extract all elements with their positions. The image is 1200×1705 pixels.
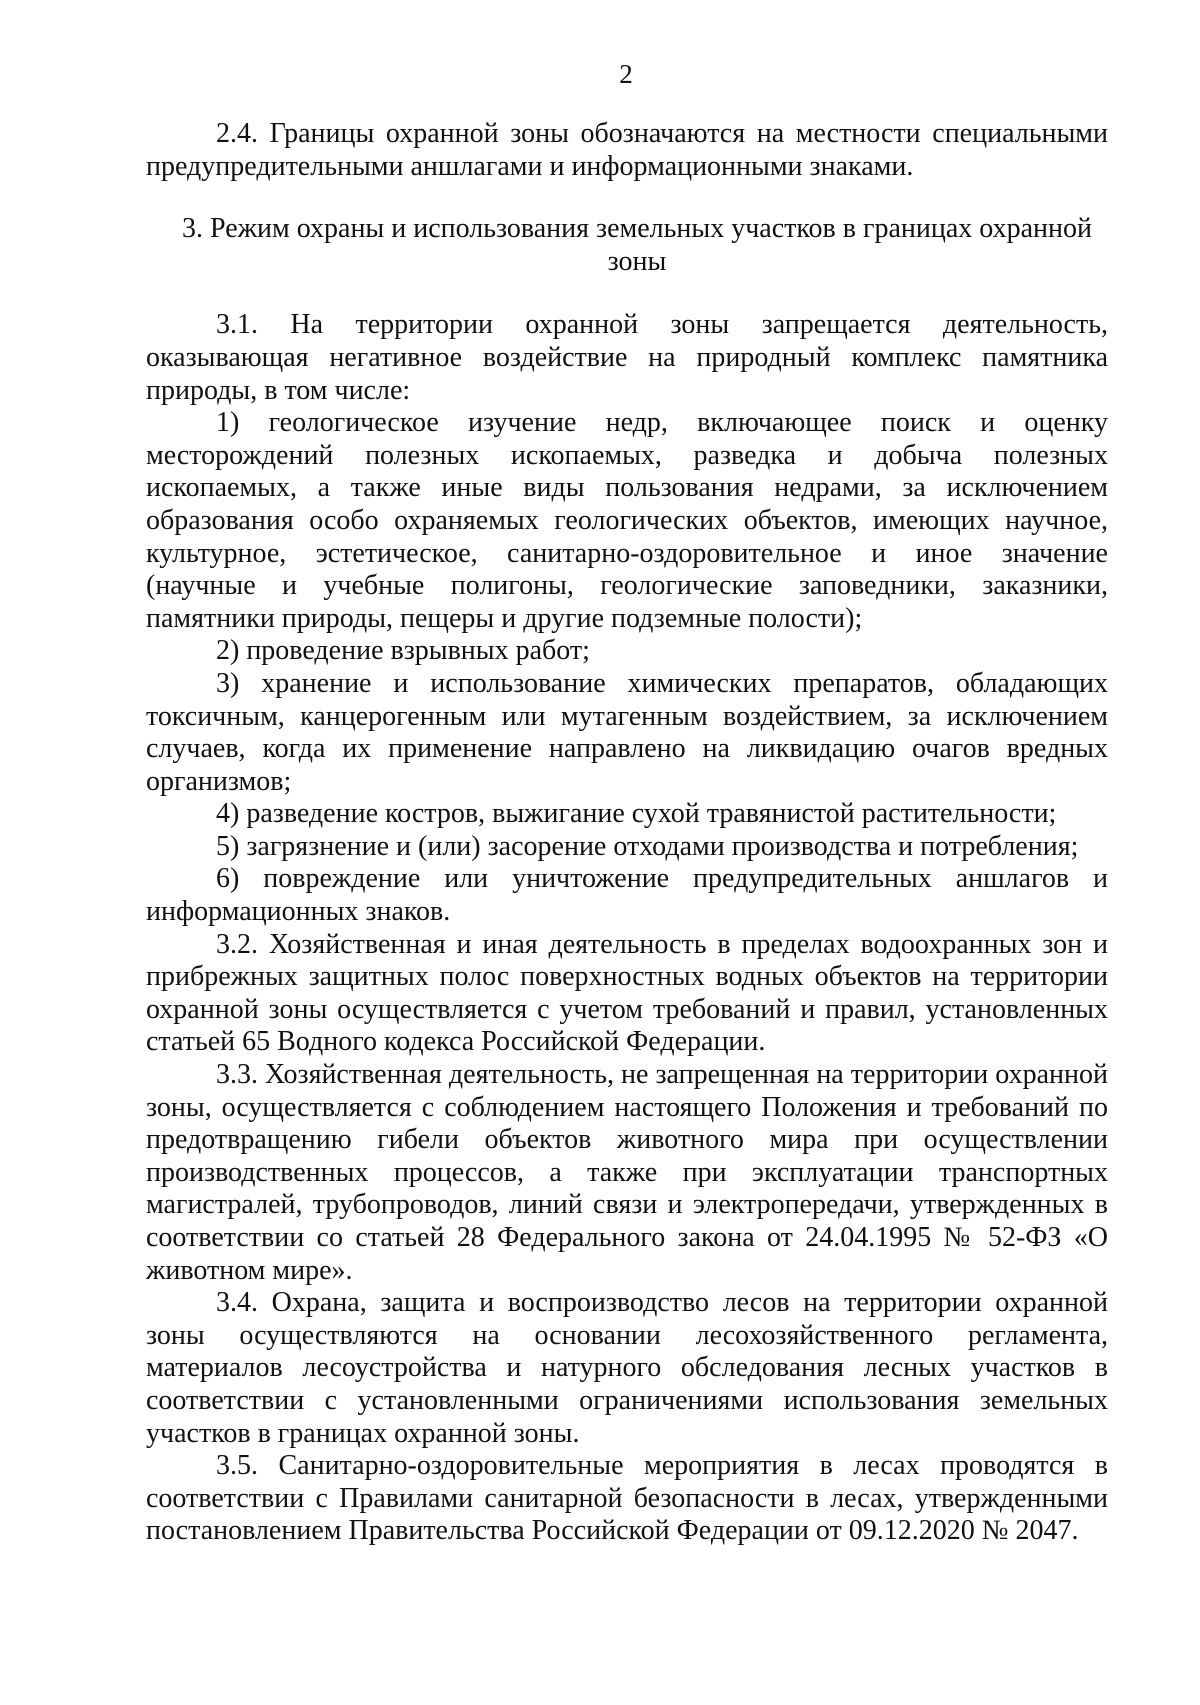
paragraph-3-5: 3.5. Санитарно-оздоровительные мероприятия в лесах проводятся в соответствии с Правилами санитарной безопасности в лесах, утвержденными постановлением Правительства Российской Федерации от 09.12.2020 № 2047. (146, 1450, 1108, 1547)
list-item-2: 2) проведение взрывных работ; (216, 635, 590, 667)
document-body (146, 118, 1108, 1548)
paragraph-2-4: 2.4. Границы охранной зоны обозначаются на местности специальными предупредительными аншлагами и информационными знаками. (146, 118, 1108, 182)
list-item-1: 1) геологическое изучение недр, включающее поиск и оценку месторождений полезных ископаемых, разведка и добыча полезных ископаемых, а также иные виды пользования недрами, за исключением образования особо охраняемых геологических объектов, имеющих научное, культурное, эстетическое, санитарно-оздоровительное и иное значение (научные и учебные полигоны, геологические заповедники, заказники, памятники природы, пещеры и другие подземные полости); (146, 407, 1108, 634)
list-item-4: 4) разведение костров, выжигание сухой травянистой растительности; (216, 798, 1057, 830)
paragraph-3-3: 3.3. Хозяйственная деятельность, не запрещенная на территории охранной зоны, осуществляется с соблюдением настоящего Положения и требований по предотвращению гибели объектов животного мира при осуществлении производственных процессов, а также при эксплуатации транспортных магистралей, трубопроводов, линий связи и электропередачи, утвержденных в соответствии со статьей 28 Федерального закона от 24.04.1995 № 52-ФЗ «О животном мире». (146, 1059, 1108, 1286)
page-number: 2 (619, 59, 633, 89)
list-item-3: 3) хранение и использование химических препаратов, обладающих токсичным, канцерогенным или мутагенным воздействием, за исключением случаев, когда их применение направлено на ликвидацию очагов вредных организмов; (146, 667, 1108, 797)
section-3-heading: 3. Режим охраны и использования земельных участков в границах охранной зоны (182, 213, 1092, 277)
list-item-6: 6) повреждение или уничтожение предупредительных аншлагов и информационных знаков. (146, 863, 1108, 928)
paragraph-3-4: 3.4. Охрана, защита и воспроизводство лесов на территории охранной зоны осуществляются на основании лесохозяйственного регламента, материалов лесоустройства и натурного обследования лесных участков в соответствии с установленными ограничениями использования земельных участков в границах охранной зоны. (146, 1287, 1108, 1449)
paragraph-3-2: 3.2. Хозяйственная и иная деятельность в пределах водоохранных зон и прибрежных защитных полос поверхностных водных объектов на территории охранной зоны осуществляется с учетом требований и правил, установленных статьей 65 Водного кодекса Российской Федерации. (146, 928, 1108, 1058)
list-item-5: 5) загрязнение и (или) засорение отходами производства и потребления; (216, 830, 1079, 862)
paragraph-3-1: 3.1. На территории охранной зоны запрещается деятельность, оказывающая негативное воздействие на природный комплекс памятника природы, в том числе: (146, 309, 1108, 406)
